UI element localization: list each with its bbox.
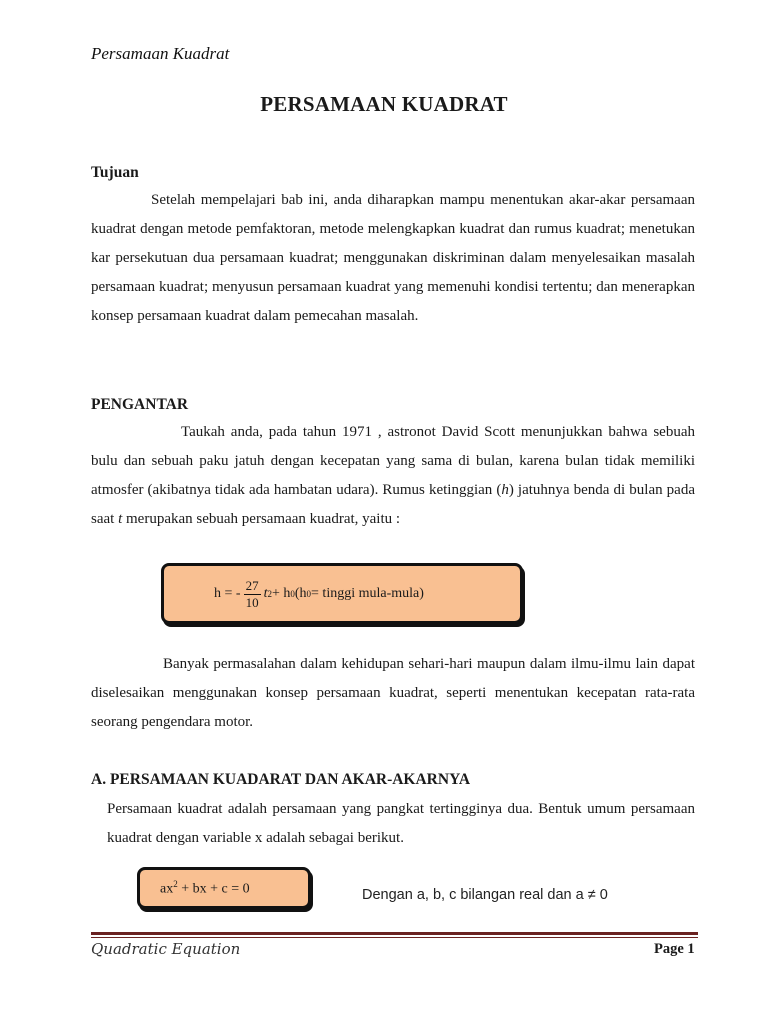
running-header: Persamaan Kuadrat	[91, 44, 230, 63]
formula-lhs: h = -	[214, 586, 241, 601]
general-form-box	[137, 867, 311, 909]
general-form-exponent: 2	[173, 879, 178, 889]
formula-plus-h: + h	[271, 586, 291, 601]
formula-exponent: 2	[267, 589, 272, 599]
formula-paren: (h	[294, 586, 307, 601]
formula-variable-t: t	[263, 586, 268, 601]
paragraph-banyak: Banyak permasalahan dalam kehidupan sehari-hari maupun dalam ilmu-ilmu lain dapat diselesaikan menggunakan konsep persamaan kuadrat, seperti menentukan kecepatan rata-rata seorang pengendara motor.	[91, 656, 695, 730]
fraction-numerator: 27	[245, 577, 259, 593]
formula-subscript-2: 0	[306, 589, 312, 599]
footer-divider-thin	[91, 937, 698, 938]
pengantar-text-3: merupakan sebuah persamaan kuadrat, yaitu :	[122, 511, 401, 527]
pengantar-text-2: ) jatuhnya benda di bulan pada saat	[91, 482, 695, 527]
fraction-denominator: 10	[245, 594, 259, 610]
general-form-rest: + bx + c = 0	[177, 881, 250, 897]
height-formula-box	[161, 563, 523, 624]
section-heading-pengantar: PENGANTAR	[91, 396, 189, 413]
formula-fraction	[244, 578, 261, 611]
section-heading-tujuan: Tujuan	[91, 164, 139, 181]
page-number: Page 1	[654, 941, 695, 957]
variable-t: t	[118, 511, 123, 527]
paragraph-pengantar	[91, 418, 695, 534]
height-formula	[214, 575, 424, 613]
formula-subscript: 0	[290, 589, 295, 599]
general-form-formula	[160, 879, 250, 898]
footer-divider-thick	[91, 932, 698, 935]
formula-description: = tinggi mula-mula)	[311, 586, 424, 601]
page-title: PERSAMAAN KUADRAT	[260, 92, 508, 116]
variable-h: h	[501, 482, 509, 498]
section-heading-a: A. PERSAMAAN KUADARAT DAN AKAR-AKARNYA	[91, 771, 471, 788]
general-form-ax: ax	[160, 881, 174, 897]
condition-note: Dengan a, b, c bilangan real dan a ≠ 0	[362, 887, 608, 903]
footer-title: Quadratic Equation	[91, 940, 241, 958]
paragraph-tujuan: Setelah mempelajari bab ini, anda diharapkan mampu menentukan akar-akar persamaan kuadrat dengan metode pemfaktoran, metode melengkapkan kuadrat dan rumus kuadrat; menetukan kar persekutuan dua persamaan kuadrat; menggunakan diskriminan dalam menyelesaikan masalah persamaan kuadrat; menyusun persamaan kuadrat yang memenuhi kondisi tertentu; dan menerapkan konsep persamaan kuadrat dalam pemecahan masalah.	[91, 192, 695, 324]
paragraph-definition: Persamaan kuadrat adalah persamaan yang pangkat tertingginya dua. Bentuk umum persamaan kuadrat dengan variable x adalah sebagai berikut.	[107, 801, 695, 846]
pengantar-text-1: Taukah anda, pada tahun 1971 , astronot David Scott menunjukkan bahwa sebuah bulu dan sebuah paku jatuh dengan kecepatan yang sama di bulan, karena bulan tidak memiliki atmosfer (akibatnya tidak ada hambatan udara). Rumus ketinggian (	[91, 424, 695, 498]
